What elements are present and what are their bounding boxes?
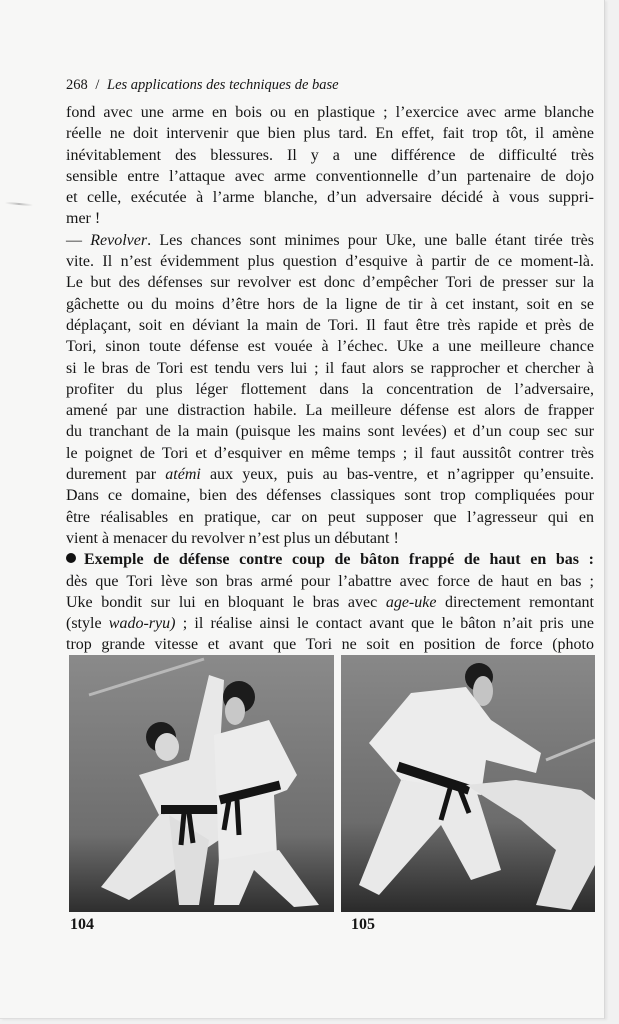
text-line: et celle, exécutée à l’arme blanche, d’un adversaire décidé à vous suppri- [66,189,594,207]
running-title: Les applications des techniques de base [107,77,339,93]
text-fragment: directement remontant [436,593,594,611]
text-line: fond avec une arme en bois ou en plastique ; l’exercice avec arme blanche [66,104,594,121]
photo-104-illustration [69,655,334,912]
example-heading-text: Exemple de défense contre coup de bâton frappé de haut en bas : [84,551,594,569]
wado-ryu-line [66,613,594,634]
uke-face [155,733,179,761]
age-uke-line [66,592,594,613]
em-dash: — [66,231,91,249]
text-line: inévitablement des blessures. Il y a une différence de difficulté très [66,146,594,164]
text-fragment: (style [66,615,109,633]
wado-ryu-term: wado-ryu) [108,615,176,633]
figure-caption-105: 105 [351,916,375,933]
text-line: trop grande vitesse et avant que Tori ne soit en position de force (photo [66,636,594,654]
text-line: dès que Tori lève son bras armé pour l’abattre avec force de haut en bas ; [66,572,594,590]
text-fragment: Uke bondit sur lui en bloquant le bras avec [66,593,386,611]
figure-caption-104: 104 [70,916,94,933]
example-heading [66,549,594,570]
text-line: si le bras de Tori est tendu vers lui ; il faut alors se rapprocher et chercher à [66,359,594,377]
revolver-line-text: . Les chances sont minimes pour Uke, une balle étant tirée très [147,231,595,249]
text-fragment: aux yeux, puis au bas-ventre, et n’agripper qu’ensuite. [200,466,595,484]
text-line: Dans ce domaine, bien des défenses classiques sont trop compliquées pour [66,487,594,505]
text-line: vite. Il n’est évidemment plus question d’esquive à partir de ce moment-là. [66,253,594,271]
revolver-term: Revolver [90,231,148,249]
text-line: mer ! [66,210,101,228]
revolver-paragraph-start [66,230,594,251]
text-line: le poignet de Tori et d’esquiver en même temps ; il faut aussitôt contrer très [66,444,594,462]
uke-belt [161,805,221,814]
tori-face [225,697,245,725]
text-line: sensible entre l’attaque avec arme conventionnelle d’un partenaire de dojo [66,167,594,185]
age-uke-term: age-uke [385,593,437,611]
text-line: réelle ne doit intervenir que bien plus tard. En effet, fait trop tôt, il amène [66,125,594,143]
photo-105-illustration [341,655,595,912]
text-line: Le but des défenses sur revolver est donc d’empêcher Tori de presser sur la [66,274,594,292]
running-header [66,77,339,94]
text-line: vient à menacer du revolver n’est plus un débutant ! [66,529,399,547]
photo-104 [69,655,334,912]
text-line: être réalisables en pratique, car on peut supposer que l’agresseur qui en [66,508,594,526]
photo-105 [341,655,595,912]
text-fragment: durement par [66,466,166,484]
text-line: Tori, sinon toute défense est vouée à l’échec. Uke a une meilleure chance [66,338,594,356]
header-separator: / [95,77,100,93]
text-line: du tranchant de la main (puisque les mains sont levées) et d’un coup sec sur [66,423,594,441]
body-text [66,102,594,656]
page-number: 268 [66,77,88,93]
atemi-line [66,464,594,485]
text-line: déplaçant, soit en déviant la main de Tori. Il faut être très rapide et près de [66,316,594,334]
text-fragment: ; il réalise ainsi le contact avant que le bâton n’ait pris une [175,615,595,633]
text-line: gâchette ou du moins d’être hors de la ligne de tir à cet instant, soit en se [66,295,594,313]
paper-scratch-mark [5,202,33,206]
bullet-icon [66,553,76,563]
text-line: profiter du plus léger flottement dans la concentration de l’adversaire, [66,380,594,398]
atemi-term: atémi [165,466,201,484]
text-line: amené par une distraction habile. La meilleure défense est alors de frapper [66,402,594,420]
